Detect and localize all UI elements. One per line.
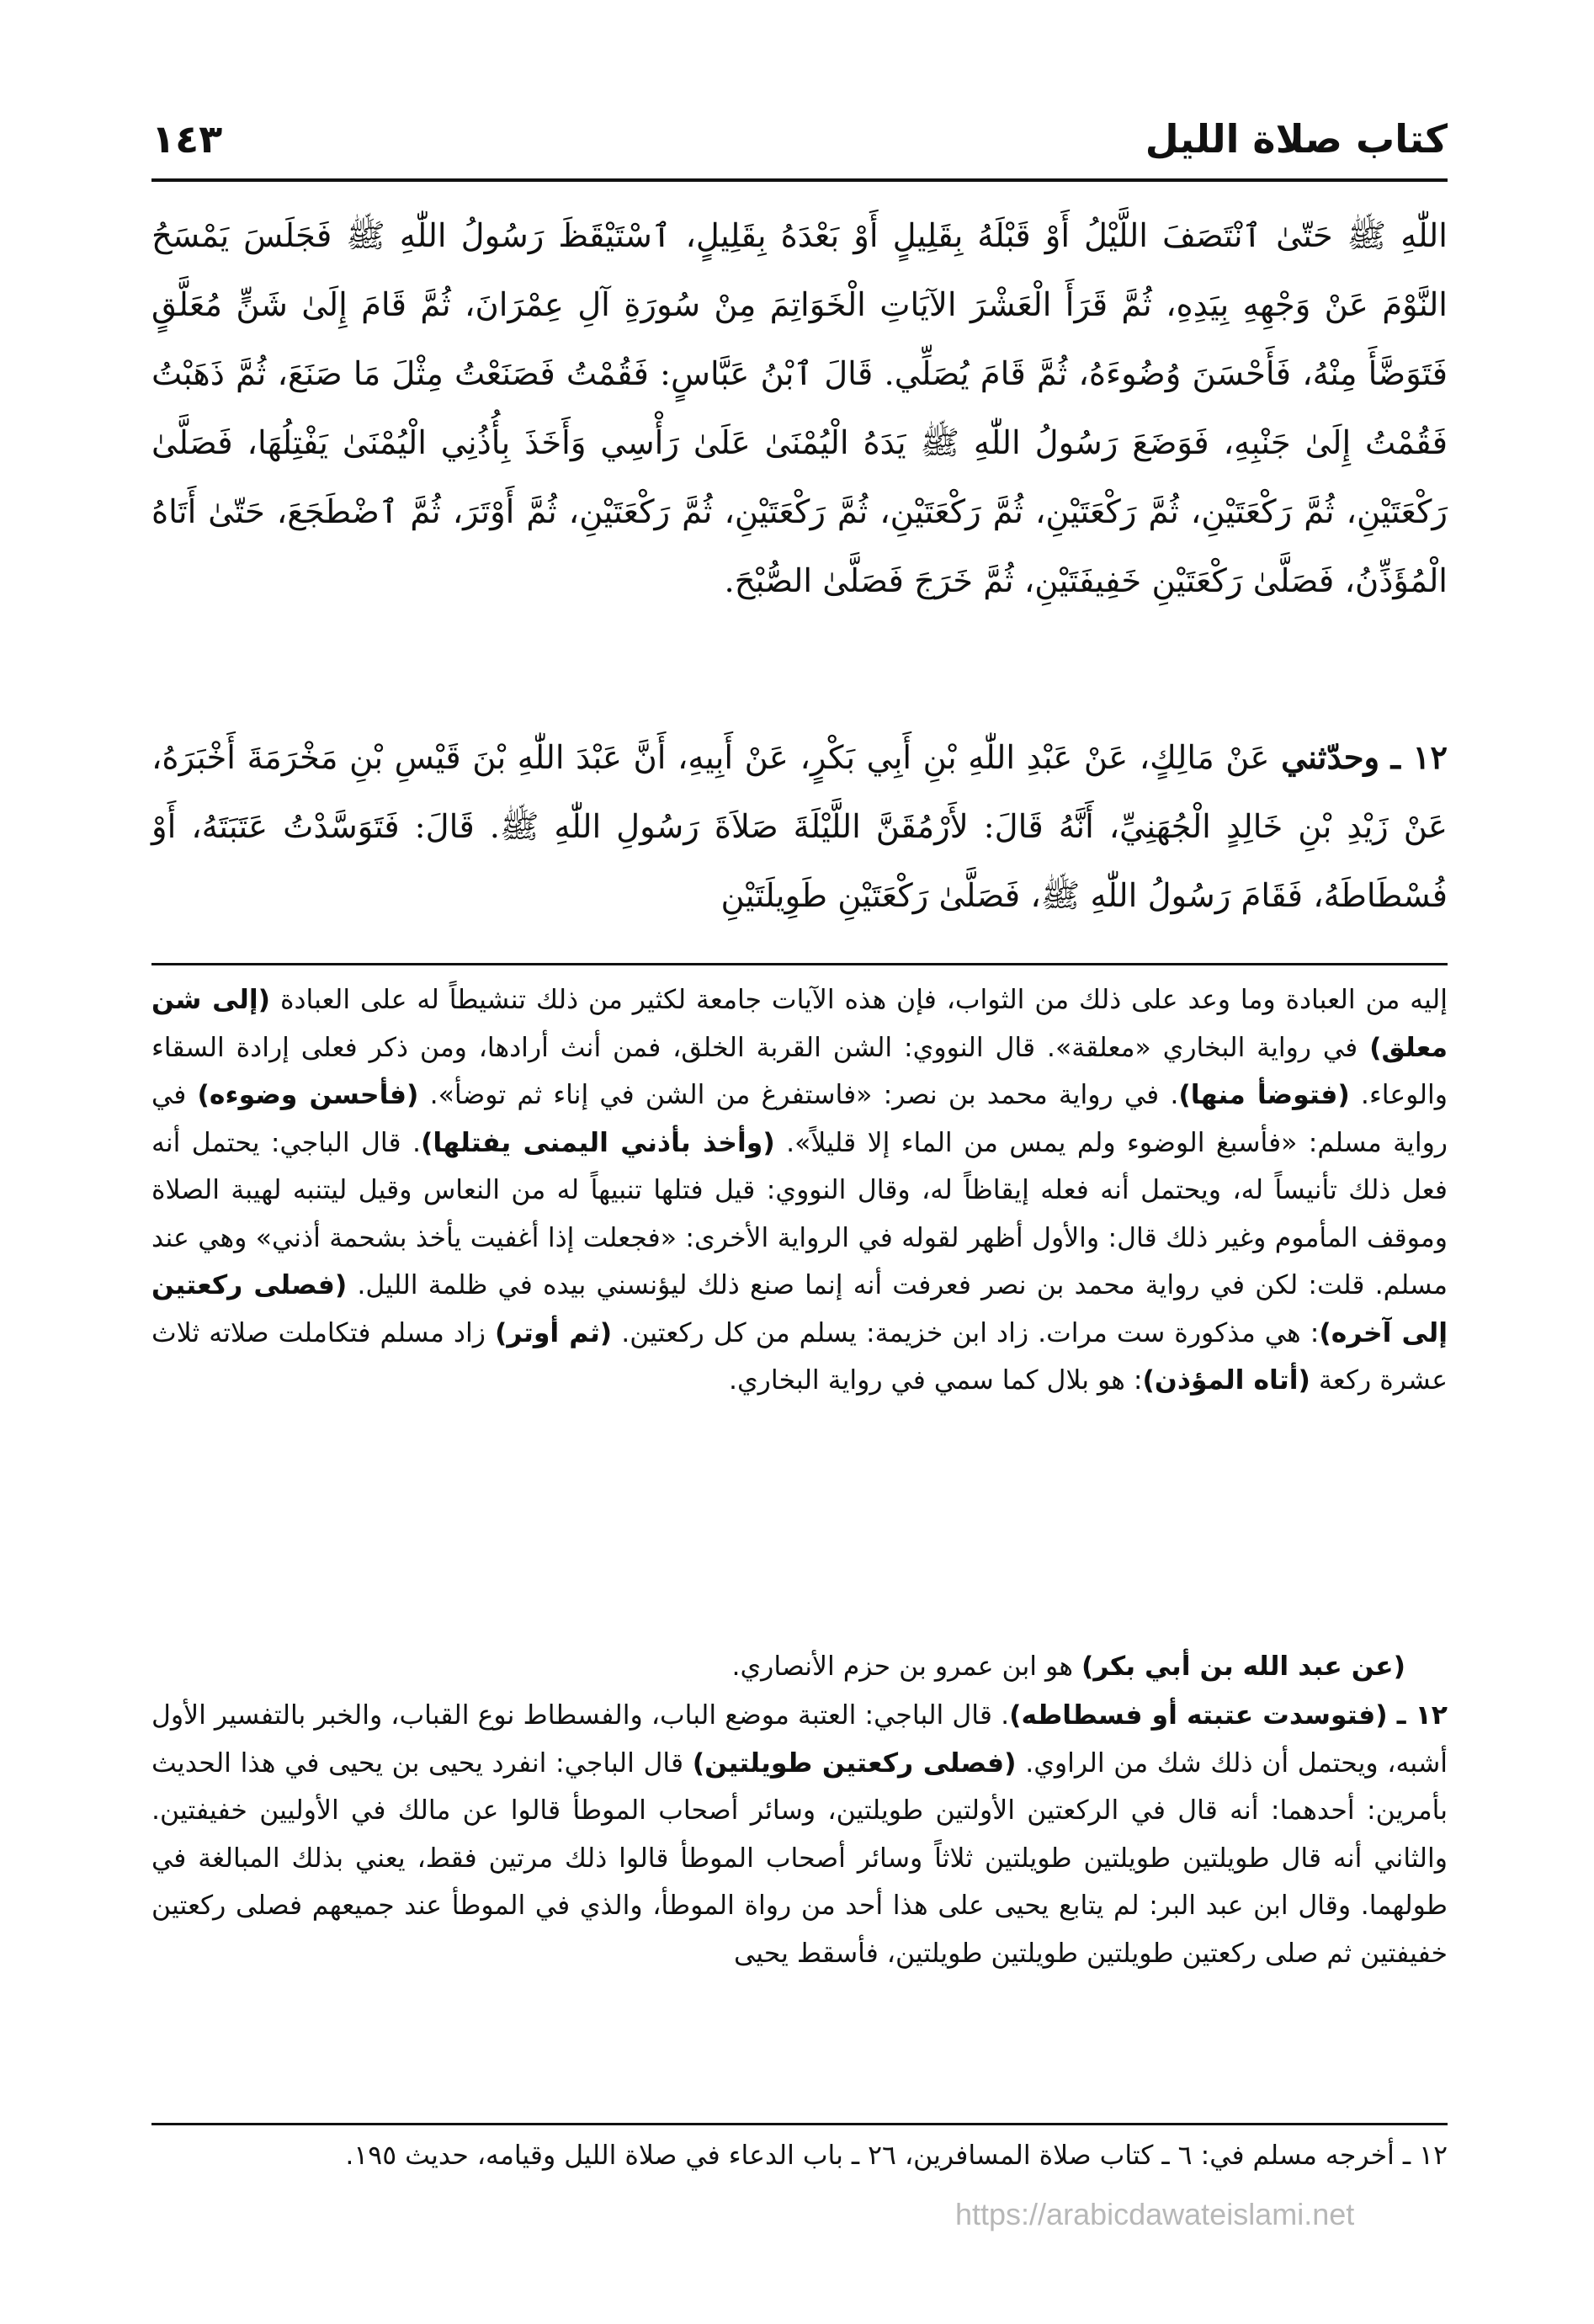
- footnote-divider: [151, 2123, 1448, 2125]
- footnote-text: ١٢ ـ أخرجه مسلم في: ٦ ـ كتاب صلاة المسافرين، ٢٦ ـ باب الدعاء في صلاة الليل وقيامه، حديث ١٩٥.: [345, 2141, 1448, 2171]
- hadith-11-text: [151, 202, 1448, 616]
- commentary-text: في رواية البخاري «معلقة». قال النووي: الشن القربة الخلق، فمن أنث أرادها، ومن ذكر فعلى إرادة السقاء والوعاء.: [151, 1032, 1448, 1110]
- hadith-12-body: عَنْ مَالِكٍ، عَنْ عَبْدِ اللّٰهِ بْنِ أَبِي بَكْرٍ، عَنْ أَبِيهِ، أَنَّ عَبْدَ اللّٰهِ بْنَ قَيْسِ بْنِ مَخْرَمَةَ أَخْبَرَهُ، عَنْ زَيْدِ بْنِ خَالِدٍ الْجُهَنِيِّ، أَنَّهُ قَالَ: لأَرْمُقَنَّ اللَّيْلَةَ صَلاَةَ رَسُولِ اللّٰهِ ﷺ. قَالَ: فَتَوَسَّدْتُ عَتَبَتَهُ، أَوْ فُسْطَاطَهُ، فَقَامَ رَسُولُ اللّٰهِ ﷺ، فَصَلَّىٰ رَكْعَتَيْنِ طَوِيلَتَيْنِ: [151, 739, 1448, 915]
- hadith-12-lead: وحدّثني: [1281, 739, 1380, 777]
- commentary-number: ١٢ ـ: [1387, 1700, 1448, 1731]
- commentary-text: : هي مذكورة ست مرات. زاد ابن خزيمة: يسلم من كل ركعتين.: [612, 1317, 1320, 1348]
- chapter-title: كتاب صلاة الليل: [1145, 116, 1448, 162]
- commentary-term: (فتوضأ منها): [1178, 1080, 1350, 1110]
- commentary-text: إليه من العبادة وما وعد على ذلك من الثواب، فإن هذه الآيات جامعة لكثير من ذلك تنشيطاً له على العبادة: [270, 985, 1448, 1015]
- commentary-text: . قال الباجي: يحتمل أنه فعل ذلك تأنيساً له، ويحتمل أنه فعله إيقاظاً له، وقال النووي: قيل فتلها تنبيهاً له من النعاس وقيل ليتنبه لهيبة الصلاة وموقف المأموم وغير ذلك قال: والأول أظهر لقوله في الرواية الأخرى: «فجعلت إذا أغفيت يأخذ بشحمة أذني» وهي عند مسلم. قلت: لكن في رواية محمد بن نصر فعرفت أنه إنما صنع ذلك ليؤنسني بيده في ظلمة الليل.: [151, 1127, 1448, 1300]
- commentary-text: : هو بلال كما سمي في رواية البخاري.: [729, 1365, 1143, 1396]
- footnote: [151, 2135, 1448, 2177]
- watermark-url: https://arabicdawateislami.net: [955, 2197, 1355, 2231]
- commentary-term: (أتاه المؤذن): [1142, 1365, 1310, 1396]
- commentary-term: (فتوسدت عتبته أو فسطاطه): [1009, 1700, 1388, 1731]
- hadith-12-number: ١٢ ـ: [1390, 739, 1448, 777]
- page-number: ١٤٣: [151, 116, 223, 162]
- commentary-text: هو ابن عمرو بن حزم الأنصاري.: [731, 1651, 1081, 1682]
- commentary-text: . في رواية محمد بن نصر: «فاستفرغ من الشن في إناء ثم توضأ».: [418, 1080, 1179, 1110]
- hadith-11-body: اللّٰهِ ﷺ حَتّىٰ ٱنْتَصَفَ اللَّيْلُ أَوْ قَبْلَهُ بِقَلِيلٍ أَوْ بَعْدَهُ بِقَلِيلٍ، ٱسْتَيْقَظَ رَسُولُ اللّٰهِ ﷺ فَجَلَسَ يَمْسَحُ النَّوْمَ عَنْ وَجْهِهِ بِيَدِهِ، ثُمَّ قَرَأَ الْعَشْرَ الآيَاتِ الْخَوَاتِمَ مِنْ سُورَةِ آلِ عِمْرَانَ، ثُمَّ قَامَ إِلَىٰ شَنٍّ مُعَلَّقٍ فَتَوَضَّأَ مِنْهُ، فَأَحْسَنَ وُضُوءَهُ، ثُمَّ قَامَ يُصَلِّي. قَالَ ٱبْنُ عَبَّاسٍ: فَقُمْتُ فَصَنَعْتُ مِثْلَ مَا صَنَعَ، ثُمَّ ذَهَبْتُ فَقُمْتُ إِلَىٰ جَنْبِهِ، فَوَضَعَ رَسُولُ اللّٰهِ ﷺ يَدَهُ الْيُمْنَىٰ عَلَىٰ رَأْسِي وَأَخَذَ بِأُذُنِي الْيُمْنَىٰ يَفْتِلُهَا، فَصَلَّىٰ رَكْعَتَيْنِ، ثُمَّ رَكْعَتَيْنِ، ثُمَّ رَكْعَتَيْنِ، ثُمَّ رَكْعَتَيْنِ، ثُمَّ رَكْعَتَيْنِ، ثُمَّ رَكْعَتَيْنِ، ثُمَّ أَوْتَرَ، ثُمَّ ٱضْطَجَعَ، حَتّىٰ أَتَاهُ الْمُؤَذِّنُ، فَصَلَّىٰ رَكْعَتَيْنِ خَفِيفَتَيْنِ، ثُمَّ خَرَجَ فَصَلَّىٰ الصُّبْحَ.: [151, 217, 1448, 600]
- page-header: [151, 109, 1448, 177]
- commentary-divider: [151, 963, 1448, 965]
- commentary-term: (عن عبد الله بن أبي بكر): [1081, 1651, 1405, 1682]
- hadith-12-text: [151, 724, 1448, 931]
- commentary-term: (فصلى ركعتين طويلتين): [692, 1747, 1017, 1779]
- commentary-text: قال الباجي: انفرد يحيى بن يحيى في هذا الحديث بأمرين: أحدهما: أنه قال في الركعتين الأولتين طويلتين، وسائر أصحاب الموطأ قالوا عن مالك في الأوليين خفيفتين. والثاني أنه قال طويلتين طويلتين طويلتين ثلاثاً وسائر أصحاب الموطأ قالوا ذلك مرتين فقط، يعني بذلك المبالغة في طولهما. وقال ابن عبد البر: لم يتابع يحيى على هذا أحد من رواة الموطأ، والذي في الموطأ عند جميعهم فصلى ركعتين خفيفتين ثم صلى ركعتين طويلتين طويلتين طويلتين، فأسقط يحيى: [151, 1747, 1448, 1969]
- commentary-text: زاد مسلم فتكاملت صلاته ثلاث عشرة ركعة: [151, 1317, 1448, 1396]
- commentary-hadith-12: [151, 1692, 1448, 1977]
- commentary-text: . قال الباجي: العتبة موضع الباب، والفسطاط نوع القباب، والخبر بالتفسير الأول أشبه، ويحتمل أن ذلك شك من الراوي.: [151, 1700, 1448, 1779]
- commentary-term: (ثم أوتر): [495, 1317, 613, 1348]
- header-divider: [151, 178, 1448, 182]
- commentary-hadith-11: [151, 976, 1448, 1405]
- commentary-term: (وأخذ بأذني اليمنى يفتلها): [420, 1127, 775, 1158]
- commentary-term: (فأحسن وضوءه): [197, 1080, 419, 1110]
- commentary-text: في رواية مسلم: «فأسبغ الوضوء ولم يمس من الماء إلا قليلاً».: [151, 1080, 1448, 1158]
- commentary-term: (فصلى ركعتين إلى آخره): [151, 1270, 1448, 1348]
- commentary-isnad: [151, 1643, 1448, 1691]
- commentary-term: (إلى شن معلق): [151, 985, 1448, 1063]
